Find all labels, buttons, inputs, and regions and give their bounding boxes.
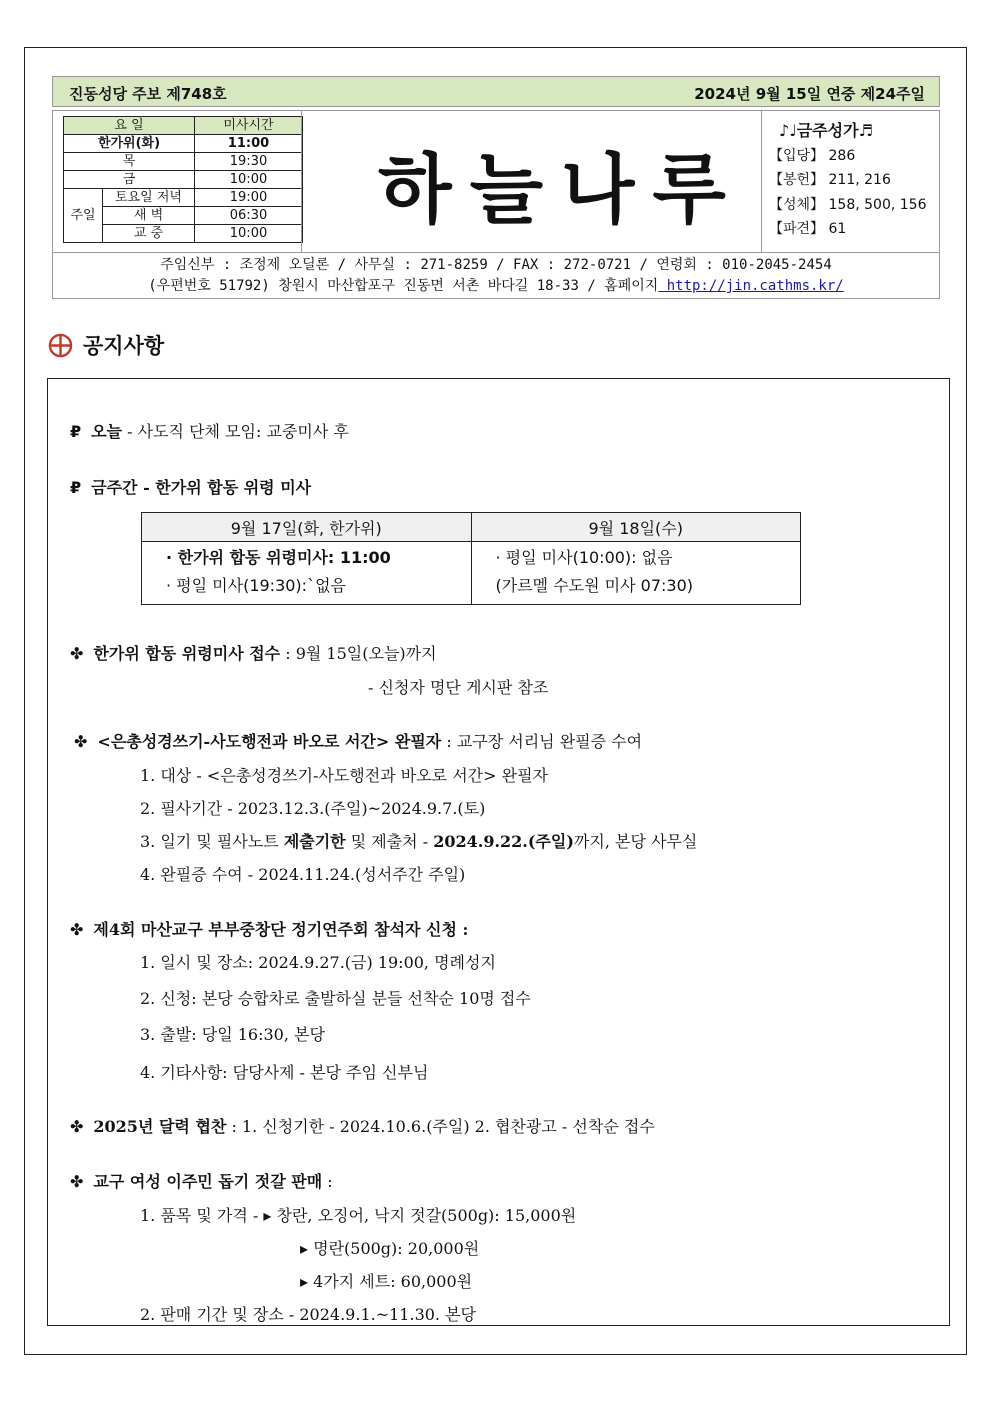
notice-item [70, 1169, 333, 1192]
hymn-value: 286 [828, 147, 856, 164]
notice-title: 교구 여성 이주민 돕기 젓갈 판매 [93, 1172, 323, 1191]
week-cell [471, 542, 801, 605]
mass-time: 19:00 [195, 189, 303, 207]
week-table-head [142, 513, 801, 542]
mass-day: 교 중 [103, 225, 195, 243]
week-schedule-table [141, 512, 801, 605]
ruble-bullet-icon: ₽ [70, 478, 82, 497]
notice-sub: 4. 기타사항: 담당사제 - 본당 주임 신부님 [140, 1063, 429, 1082]
mass-day: 새 벽 [103, 207, 195, 225]
section-heading [48, 330, 164, 360]
week-col-head: 9월 18일(수) [471, 513, 801, 542]
mass-times-table [63, 116, 303, 243]
mass-day: 한가위(화) [64, 135, 195, 153]
notice-item [70, 641, 437, 664]
hymn-label: 【파견】 [769, 221, 825, 237]
notice-sub-part: 및 제출처 - [345, 832, 434, 851]
hymn-item [769, 168, 926, 193]
hymn-label: 【봉헌】 [769, 172, 825, 188]
mass-table-head [64, 117, 303, 135]
notice-label: 금주간 [91, 478, 138, 497]
hymn-item [769, 193, 926, 218]
flower-bullet-icon: ✤ [70, 920, 84, 939]
notice-item [70, 1114, 655, 1137]
notice-sub: 2. 신청: 본당 승합차로 출발하실 분들 선착순 10명 접수 [140, 989, 531, 1008]
mass-row [64, 189, 303, 207]
notice-title: <은총성경쓰기-사도행전과 바오로 서간> 완필자 [97, 732, 442, 751]
bulletin-title: 하늘나루 [378, 145, 744, 234]
mass-time: 06:30 [195, 207, 303, 225]
bulletin-date: 2024년 9월 15일 연중 제24주일 [694, 85, 925, 103]
week-cell-line: · 한가위 합동 위령미사: 11:00 [166, 548, 391, 567]
notice-text: : 1. 신청기한 - 2024.10.6.(주일) 2. 협찬광고 - 선착순 접수 [226, 1117, 655, 1136]
mass-day: 금 [64, 171, 195, 189]
mass-time: 10:00 [195, 225, 303, 243]
notice-text: - 사도직 단체 모임: 교중미사 후 [122, 422, 349, 441]
hymn-value: 211, 216 [828, 172, 891, 188]
notice-box [47, 378, 950, 1326]
notice-text: - 한가위 합동 위령 미사 [137, 478, 312, 497]
contact-info [52, 253, 940, 299]
hymn-value: 61 [828, 221, 847, 237]
notice-sub [140, 829, 697, 852]
header-box [52, 110, 940, 253]
notice-sub: ▸ 명란(500g): 20,000원 [300, 1239, 480, 1258]
notice-sub: 4. 완필증 수여 - 2024.11.24.(성서주간 주일) [140, 865, 466, 884]
contact-line [53, 276, 939, 297]
notice-sub: ▸ 4가지 세트: 60,000원 [300, 1272, 473, 1291]
header-divider [761, 111, 762, 252]
week-cell-line: (가르멜 수도원 미사 07:30) [495, 576, 693, 595]
mass-row [64, 153, 303, 171]
header-bar [52, 76, 940, 107]
week-cell-line: · 평일 미사(19:30):`없음 [166, 576, 346, 595]
sunday-label: 주일 [64, 189, 103, 243]
notice-sub: 2. 필사기간 - 2023.12.3.(주일)~2024.9.7.(토) [140, 799, 486, 818]
notice-title: 한가위 합동 위령미사 접수 [93, 644, 281, 663]
hymn-item [769, 144, 926, 169]
flower-bullet-icon: ✤ [70, 1117, 84, 1136]
notice-sub: 1. 일시 및 장소: 2024.9.27.(금) 19:00, 명례성지 [140, 953, 496, 972]
mass-col-time: 미사시간 [195, 117, 303, 135]
notice-sub-part: 2024.9.22.(주일) [433, 832, 574, 851]
week-table-body [142, 542, 801, 605]
ruble-bullet-icon: ₽ [70, 422, 82, 441]
section-cross-icon [48, 333, 73, 358]
notice-sub: 3. 출발: 당일 16:30, 본당 [140, 1025, 325, 1044]
hymn-item [769, 217, 926, 242]
flower-bullet-icon: ✤ [70, 644, 84, 663]
mass-time: 10:00 [195, 171, 303, 189]
notice-sub: - 신청자 명단 게시판 참조 [368, 678, 549, 697]
header-divider [301, 111, 302, 252]
week-col-head: 9월 17일(화, 한가위) [142, 513, 472, 542]
mass-row [64, 171, 303, 189]
flower-bullet-icon: ✤ [70, 1172, 84, 1191]
homepage-link[interactable]: http://jin.cathms.kr/ [658, 278, 844, 294]
mass-row [64, 135, 303, 153]
bulletin-number: 진동성당 주보 제748호 [69, 85, 227, 103]
address-text: (우편번호 51792) 창원시 마산합포구 진동면 서촌 바다길 18-33 / 홈페이지 [148, 278, 659, 294]
notice-title: 2025년 달력 협찬 [93, 1117, 227, 1136]
contact-line: 주임신부 : 조정제 오딜론 / 사무실 : 271-8259 / FAX : 272-0721 / 연령회 : 010-2045-2454 [160, 257, 832, 273]
mass-time: 11:00 [195, 135, 303, 153]
section-title: 공지사항 [83, 334, 165, 358]
notice-text: : [322, 1172, 333, 1191]
hymn-title: ♪♩금주성가♬ [779, 121, 873, 140]
week-cell [142, 542, 472, 605]
mass-col-day: 요 일 [64, 117, 195, 135]
notice-today [70, 419, 349, 442]
notice-text: : 9월 15일(오늘)까지 [280, 644, 437, 663]
notice-text: : 교구장 서리님 완필증 수여 [441, 732, 643, 751]
notice-title: 제4회 마산교구 부부중창단 정기연주회 참석자 신청 : [93, 920, 469, 939]
notice-sub-part: 까지, 본당 사무실 [573, 832, 698, 851]
notice-sub-part: 3. 일기 및 필사노트 [140, 832, 284, 851]
week-cell-line: · 평일 미사(10:00): 없음 [495, 548, 673, 567]
hymn-list [769, 119, 926, 242]
mass-time: 19:30 [195, 153, 303, 171]
hymn-label: 【입당】 [769, 147, 825, 164]
notice-item [70, 917, 468, 940]
hymn-label: 【성체】 [769, 196, 825, 213]
notice-item [74, 729, 642, 752]
hymn-value: 158, 500, 156 [828, 196, 927, 213]
notice-sub: 2. 판매 기간 및 장소 - 2024.9.1.~11.30. 본당 [140, 1305, 477, 1324]
mass-day: 토요일 저녁 [103, 189, 195, 207]
notice-label: 오늘 [91, 422, 123, 441]
mass-day: 목 [64, 153, 195, 171]
flower-bullet-icon: ✤ [74, 732, 88, 751]
notice-week [70, 475, 311, 498]
notice-sub: 1. 품목 및 가격 - ▸ 창란, 오징어, 낙지 젓갈(500g): 15,000원 [140, 1206, 577, 1225]
notice-sub-part: 제출기한 [283, 832, 346, 851]
notice-sub: 1. 대상 - <은총성경쓰기-사도행전과 바오로 서간> 완필자 [140, 766, 548, 785]
